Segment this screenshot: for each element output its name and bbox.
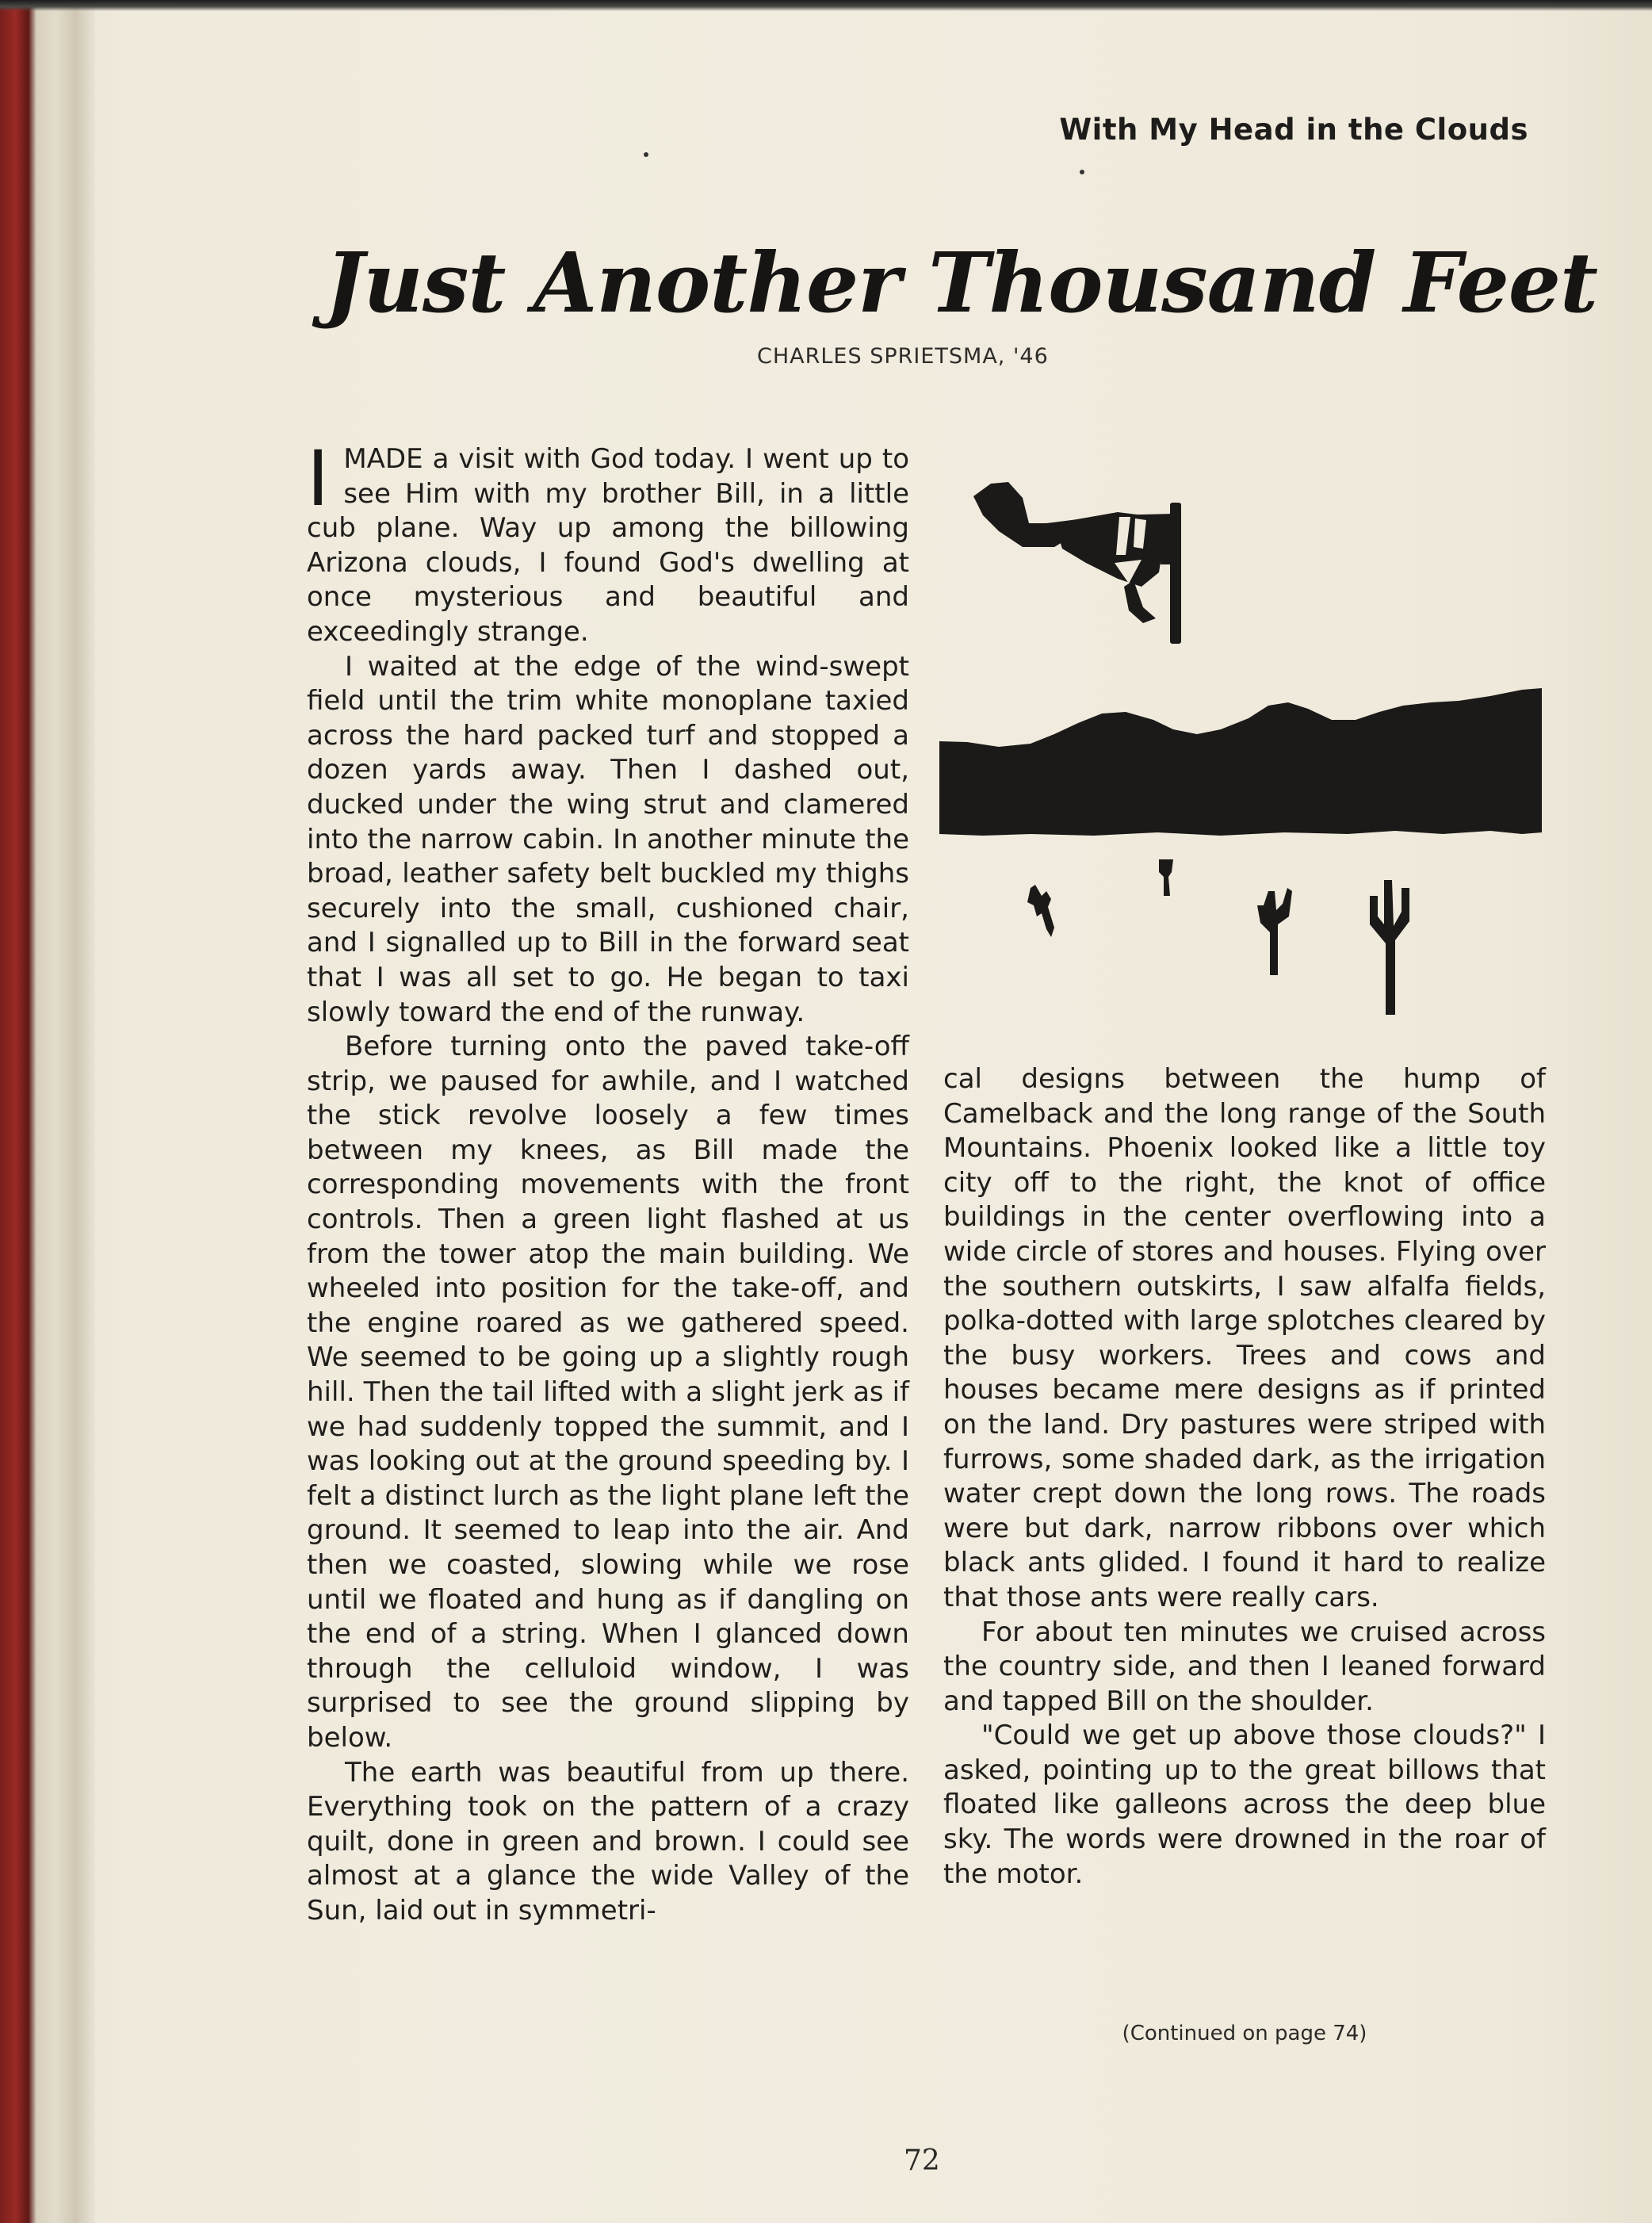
right-column (943, 1062, 1546, 1892)
page-number: 72 (904, 2145, 940, 2177)
speck (644, 152, 648, 157)
paragraph: cal designs between the hump of Camelback and the long range of the South Mountains. Phoenix looked like a little toy city off to the right, the knot of office buildings in the center overflowing into a wide circle of stores and houses. Flying over the southern outskirts, I saw alfalfa fields, polka-dotted with large splotches cleared by the busy workers. Trees and cows and houses became mere designs as if printed on the land. Dry pastures were striped with furrows, some shaded dark, as the irrigation water crept down the long rows. The roads were but dark, narrow ribbons over which black ants glided. I found it hard to realize that those ants were really cars. (943, 1063, 1546, 1613)
paragraph: The earth was beautiful from up there. Everything took on the pattern of a crazy quilt, done in green and brown. I could see almost at a glance the wide Valley of the Sun, laid out in symmetri- (307, 1756, 909, 1926)
page-top-edge (0, 0, 1652, 11)
mountain-range-illustration (939, 688, 1542, 836)
paragraph: I waited at the edge of the wind-swept field until the trim white monoplane taxied across the hard packed turf and stopped a dozen yards away. Then I dashed out, ducked under the wing strut and clamered into the narrow cabin. In another minute the broad, leather safety belt buckled my thighs securely into the small, cushioned chair, and I signalled up to Bill in the forward seat that I was all set to go. He began to taxi slowly toward the end of the runway. (307, 650, 909, 1028)
article-title: Just Another Thousand Feet (325, 234, 1598, 331)
continued-note: (Continued on page 74) (1122, 2022, 1367, 2045)
woodcut-illustration (935, 468, 1546, 1023)
paragraph (307, 434, 909, 650)
paragraph-text: MADE a visit with God today. I went up to see Him with my brother Bill, in a little cub plane. Way up among the billowing Arizona clouds, I found God's dwelling at once mysterious and beautiful and exceedingly strange. (307, 443, 909, 648)
byline: CHARLES SPRIETSMA, '46 (757, 344, 1049, 369)
cactus-illustrations (1027, 859, 1409, 1015)
drop-cap: I (307, 434, 330, 523)
airplane-illustration (973, 482, 1181, 644)
speck (1080, 170, 1084, 174)
running-head: With My Head in the Clouds (1059, 113, 1528, 147)
book-spine (0, 0, 95, 2223)
left-column (307, 434, 909, 1929)
paragraph: Before turning onto the paved take-off strip, we paused for awhile, and I watched the stick revolve loosely a few times between my knees, as Bill made the corresponding movements with the front controls. Then a green light flashed at us from the tower atop the main building. We wheeled into position for the take-off, and the engine roared as we gathered speed. We seemed to be going up a slightly rough hill. Then the tail lifted with a slight jerk as if we had suddenly topped the summit, and I was looking out at the ground speeding by. I felt a distinct lurch as the light plane left the ground. It seemed to leap into the air. And then we coasted, slowing while we rose until we floated and hung as if dangling on the end of a string. When I glanced down through the celluloid window, I was surprised to see the ground slipping by below. (307, 1031, 909, 1754)
paragraph: "Could we get up above those clouds?" I asked, pointing up to the great billows that floated like galleons across the deep blue sky. The words were drowned in the roar of the motor. (943, 1720, 1546, 1890)
paragraph: For about ten minutes we cruised across the country side, and then I leaned forward and tapped Bill on the shoulder. (943, 1616, 1546, 1717)
